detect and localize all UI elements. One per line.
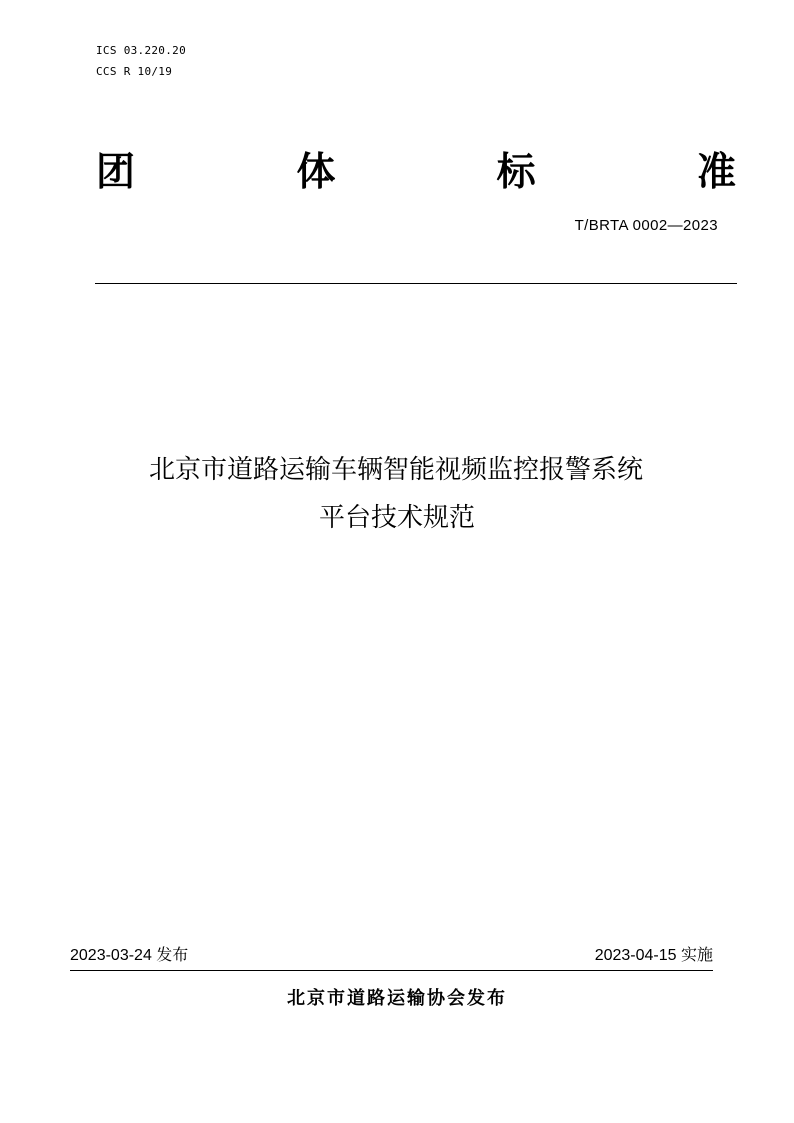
standard-type-char: 准 [696,150,736,195]
date-row [70,945,713,967]
standard-number: T/BRTA 0002—2023 [574,217,718,234]
ccs-code: CCS R 10/19 [96,65,173,78]
publisher: 北京市道路运输协会发布 [287,988,507,1009]
classification-codes [96,40,186,82]
standard-type-char: 标 [496,150,536,195]
implement-date: 2023-04-15 实施 [594,947,713,964]
ics-code: ICS 03.220.20 [96,44,186,57]
footer-divider [70,970,713,971]
title-line-2: 平台技术规范 [318,503,475,533]
standard-type-heading [96,150,736,196]
document-title [0,446,794,542]
publish-date: 2023-03-24 发布 [70,947,189,964]
standard-type-char: 体 [296,150,336,195]
header-divider [95,283,737,284]
standard-type-char: 团 [96,150,136,195]
title-line-1: 北京市道路运输车辆智能视频监控报警系统 [148,455,643,485]
